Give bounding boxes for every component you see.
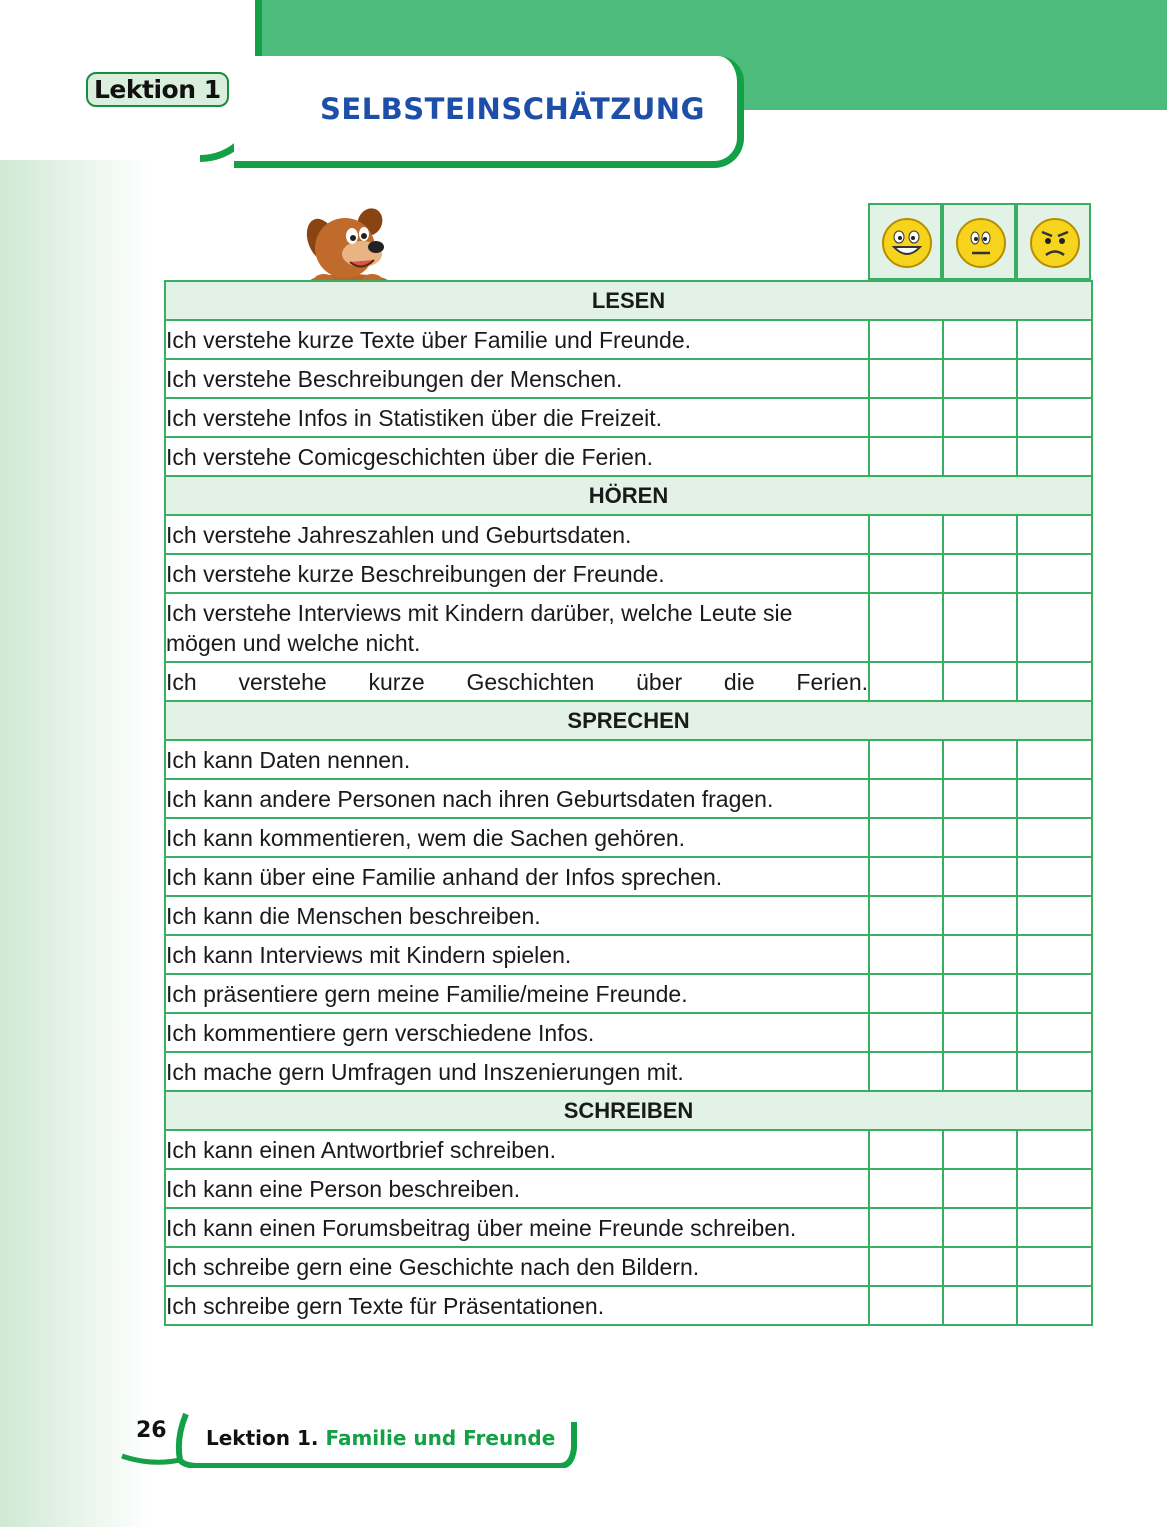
rating-cell-angry[interactable] [1017, 1169, 1092, 1208]
rating-cell-neutral[interactable] [943, 935, 1017, 974]
statement-text: Ich verstehe kurze Beschreibungen der Freunde. [165, 554, 869, 593]
rating-cell-happy[interactable] [869, 740, 943, 779]
rating-cell-neutral[interactable] [943, 1013, 1017, 1052]
rating-cell-happy[interactable] [869, 1247, 943, 1286]
statement-text: Ich kann einen Forumsbeitrag über meine Freunde schreiben. [165, 1208, 869, 1247]
rating-cell-angry[interactable] [1017, 1013, 1092, 1052]
statement-text: Ich verstehe Comicgeschichten über die Ferien. [165, 437, 869, 476]
rating-cell-neutral[interactable] [943, 515, 1017, 554]
rating-cell-happy[interactable] [869, 359, 943, 398]
smiley-neutral-icon [955, 217, 1007, 269]
section-title-lesen: LESEN [165, 281, 1092, 320]
rating-cell-angry[interactable] [1017, 359, 1092, 398]
rating-cell-neutral[interactable] [943, 554, 1017, 593]
statement-text: Ich kann eine Person beschreiben. [165, 1169, 869, 1208]
rating-cell-happy[interactable] [869, 593, 943, 662]
rating-cell-neutral[interactable] [943, 1052, 1017, 1091]
rating-cell-happy[interactable] [869, 974, 943, 1013]
rating-cell-happy[interactable] [869, 857, 943, 896]
rating-cell-angry[interactable] [1017, 740, 1092, 779]
rating-cell-neutral[interactable] [943, 1130, 1017, 1169]
rating-cell-angry[interactable] [1017, 1247, 1092, 1286]
rating-cell-angry[interactable] [1017, 1130, 1092, 1169]
rating-cell-neutral[interactable] [943, 662, 1017, 701]
statement-text: Ich mache gern Umfragen und Inszenierungen mit. [165, 1052, 869, 1091]
statement-text: Ich kann einen Antwortbrief schreiben. [165, 1130, 869, 1169]
left-gradient-band [0, 0, 150, 1527]
rating-cell-neutral[interactable] [943, 974, 1017, 1013]
rating-header-neutral [942, 203, 1016, 280]
rating-cell-happy[interactable] [869, 554, 943, 593]
rating-cell-angry[interactable] [1017, 974, 1092, 1013]
statement-text: Ich kann kommentieren, wem die Sachen gehören. [165, 818, 869, 857]
statement-text: Ich kann andere Personen nach ihren Geburtsdaten fragen. [165, 779, 869, 818]
footer-topic: Familie und Freunde [325, 1426, 556, 1450]
rating-cell-angry[interactable] [1017, 515, 1092, 554]
rating-cell-happy[interactable] [869, 1013, 943, 1052]
page-title: SELBSTEINSCHÄTZUNG [320, 92, 705, 126]
rating-cell-happy[interactable] [869, 818, 943, 857]
rating-cell-neutral[interactable] [943, 320, 1017, 359]
footer-lesson-title [206, 1426, 555, 1450]
rating-cell-happy[interactable] [869, 320, 943, 359]
statement-text: Ich verstehe Infos in Statistiken über die Freizeit. [165, 398, 869, 437]
rating-cell-neutral[interactable] [943, 896, 1017, 935]
rating-cell-angry[interactable] [1017, 398, 1092, 437]
rating-cell-happy[interactable] [869, 1169, 943, 1208]
section-title-sprechen: SPRECHEN [165, 701, 1092, 740]
rating-cell-happy[interactable] [869, 1208, 943, 1247]
lesson-label: Lektion 1 [86, 72, 229, 107]
rating-cell-angry[interactable] [1017, 896, 1092, 935]
rating-cell-neutral[interactable] [943, 1286, 1017, 1325]
rating-cell-happy[interactable] [869, 515, 943, 554]
rating-header-angry [1016, 203, 1091, 280]
rating-cell-happy[interactable] [869, 437, 943, 476]
rating-cell-neutral[interactable] [943, 740, 1017, 779]
rating-cell-neutral[interactable] [943, 1208, 1017, 1247]
rating-cell-happy[interactable] [869, 398, 943, 437]
rating-cell-neutral[interactable] [943, 398, 1017, 437]
rating-cell-happy[interactable] [869, 662, 943, 701]
smiley-happy-icon [881, 217, 933, 269]
section-title-schreiben: SCHREIBEN [165, 1091, 1092, 1130]
smiley-angry-icon [1029, 217, 1081, 269]
dog-illustration [300, 200, 398, 290]
rating-cell-happy[interactable] [869, 779, 943, 818]
statement-text: Ich verstehe kurze Geschichten über die Ferien. [165, 662, 869, 701]
statement-text: Ich kann über eine Familie anhand der Infos sprechen. [165, 857, 869, 896]
statement-text: Ich verstehe kurze Texte über Familie und Freunde. [165, 320, 869, 359]
page-number: 26 [136, 1418, 167, 1443]
statement-text: Ich kann die Menschen beschreiben. [165, 896, 869, 935]
rating-cell-neutral[interactable] [943, 818, 1017, 857]
statement-text: Ich verstehe Interviews mit Kindern darüber, welche Leute sie mögen und welche nicht. [165, 593, 869, 662]
statement-text: Ich verstehe Beschreibungen der Menschen. [165, 359, 869, 398]
rating-cell-angry[interactable] [1017, 320, 1092, 359]
rating-cell-angry[interactable] [1017, 437, 1092, 476]
rating-cell-happy[interactable] [869, 1052, 943, 1091]
rating-cell-neutral[interactable] [943, 857, 1017, 896]
rating-cell-angry[interactable] [1017, 935, 1092, 974]
rating-cell-angry[interactable] [1017, 857, 1092, 896]
rating-cell-angry[interactable] [1017, 554, 1092, 593]
rating-cell-neutral[interactable] [943, 593, 1017, 662]
rating-cell-neutral[interactable] [943, 1169, 1017, 1208]
statement-text: Ich kann Interviews mit Kindern spielen. [165, 935, 869, 974]
statement-text: Ich schreibe gern Texte für Präsentationen. [165, 1286, 869, 1325]
rating-cell-happy[interactable] [869, 935, 943, 974]
statement-text: Ich schreibe gern eine Geschichte nach den Bildern. [165, 1247, 869, 1286]
rating-cell-angry[interactable] [1017, 1286, 1092, 1325]
rating-header-happy [868, 203, 942, 280]
rating-cell-angry[interactable] [1017, 593, 1092, 662]
rating-cell-angry[interactable] [1017, 1052, 1092, 1091]
rating-cell-neutral[interactable] [943, 359, 1017, 398]
statement-text: Ich kommentiere gern verschiedene Infos. [165, 1013, 869, 1052]
section-title-hoeren: HÖREN [165, 476, 1092, 515]
statement-text: Ich kann Daten nennen. [165, 740, 869, 779]
rating-cell-neutral[interactable] [943, 437, 1017, 476]
self-assessment-table [164, 280, 1093, 1326]
rating-cell-happy[interactable] [869, 1286, 943, 1325]
statement-text: Ich verstehe Jahreszahlen und Geburtsdaten. [165, 515, 869, 554]
rating-cell-angry[interactable] [1017, 1208, 1092, 1247]
rating-cell-neutral[interactable] [943, 1247, 1017, 1286]
rating-cell-happy[interactable] [869, 1130, 943, 1169]
statement-text: Ich präsentiere gern meine Familie/meine Freunde. [165, 974, 869, 1013]
rating-cell-angry[interactable] [1017, 818, 1092, 857]
rating-cell-neutral[interactable] [943, 779, 1017, 818]
footer-lesson-label: Lektion 1. [206, 1426, 319, 1450]
rating-cell-angry[interactable] [1017, 662, 1092, 701]
rating-cell-angry[interactable] [1017, 779, 1092, 818]
rating-cell-happy[interactable] [869, 896, 943, 935]
